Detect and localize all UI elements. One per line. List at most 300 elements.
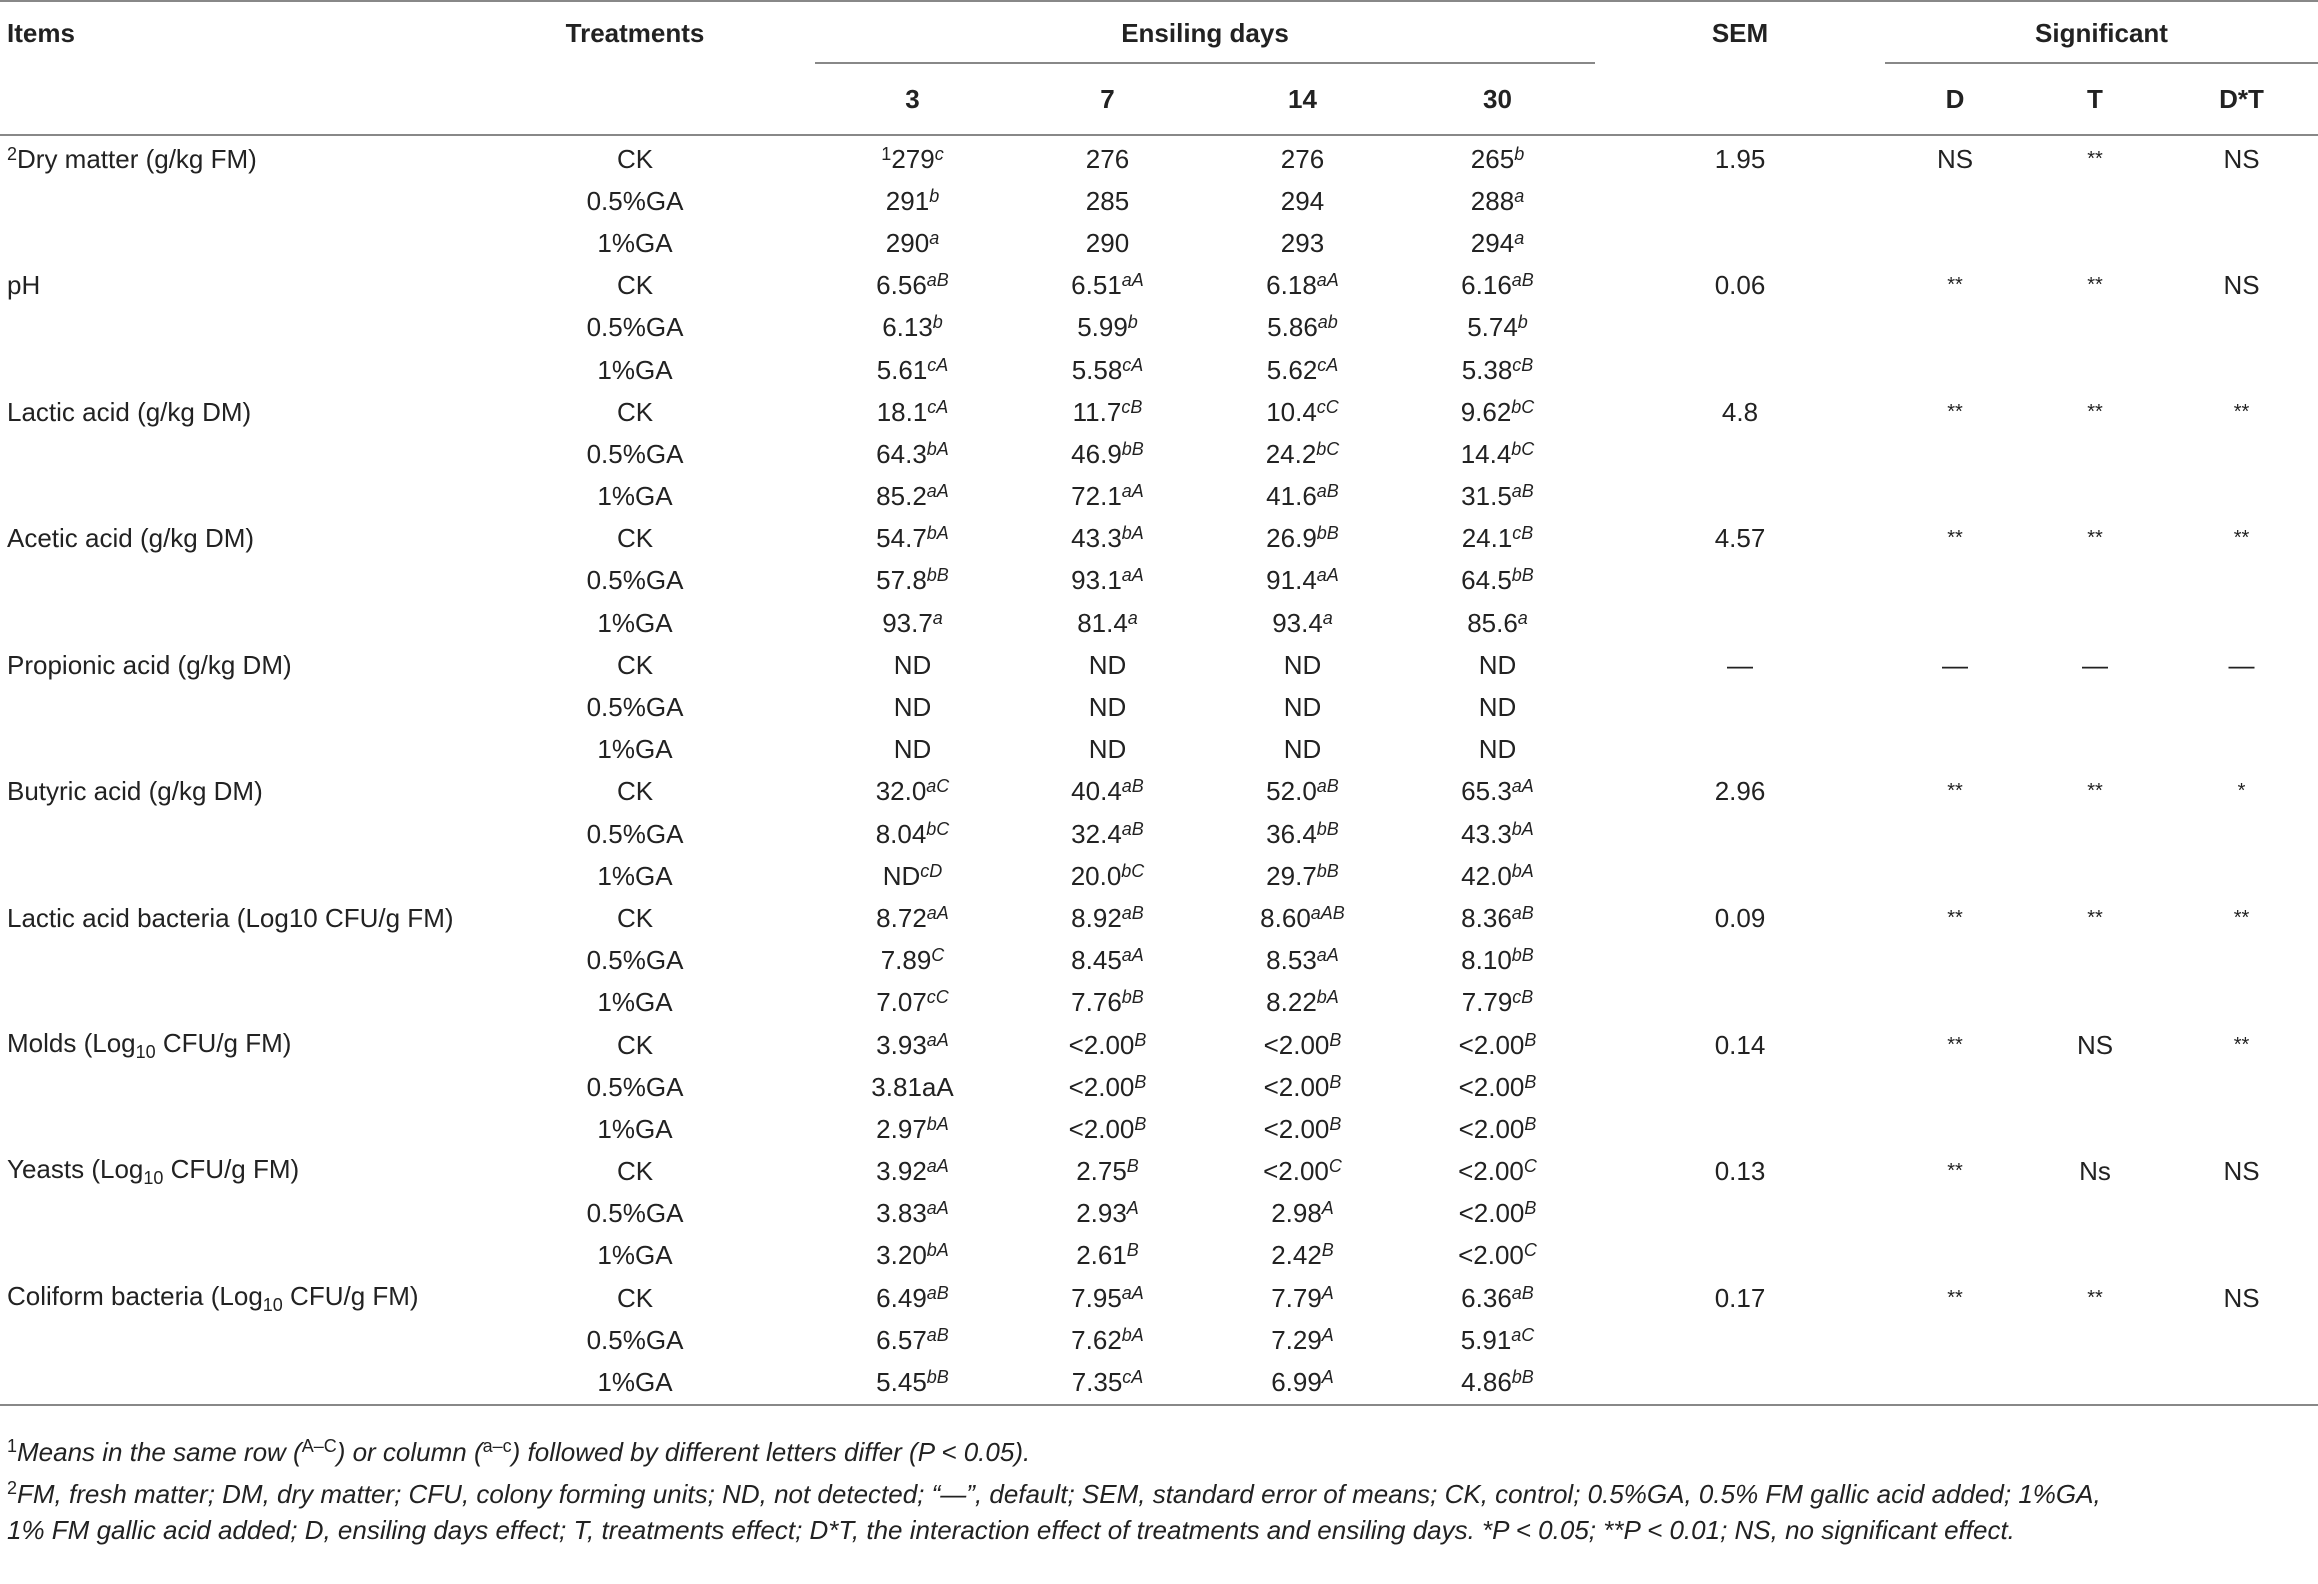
value-number: <2.00 (1458, 1198, 1525, 1229)
treatment-label: 0.5%GA (586, 692, 684, 723)
item-empty (0, 686, 545, 728)
value-cell (1010, 560, 1205, 602)
value-letters: bC (926, 818, 950, 839)
value-number: ND (882, 860, 921, 891)
value-letters: a (929, 227, 940, 248)
value-number: 6.51 (1071, 270, 1122, 301)
value-cell (1400, 307, 1595, 349)
value-letters: bC (1511, 396, 1535, 417)
value-letters: A (1321, 1198, 1334, 1219)
value-cell (1010, 1277, 1205, 1319)
item-empty (0, 349, 545, 391)
treatment-label: 1%GA (597, 354, 673, 385)
value-number: 40.4 (1071, 776, 1122, 807)
value-number: <2.00 (1068, 1113, 1135, 1144)
value-cell (1205, 391, 1400, 433)
treatment-label: 0.5%GA (586, 818, 684, 849)
footnote-2: $^2$FM, fresh matter; DM, dry matter; CFU, colony forming units; ND, not detected; “—”, default; SEM, standard error of means; CK, control; 0.5%GA, 0.5% FM gallic acid added; 1%GA, 1% FM gallic acid added; D, ensiling days effect; T, treatments effect; D*T, the interaction effect of treatments and ensiling days. *P < 0.05; **P < 0.01; NS, no significant effect. (7, 1478, 2101, 1545)
value-letters: aB (1511, 1282, 1534, 1303)
value-cell (1400, 265, 1595, 307)
sig-d-header: D (1945, 83, 1965, 114)
value-letters: bA (926, 1113, 949, 1134)
item-empty (0, 1361, 545, 1404)
value-footnote-mark: 1 (881, 143, 892, 164)
significance-value: Ns (2079, 1156, 2111, 1187)
value-cell (1400, 813, 1595, 855)
value-letters: B (1126, 1240, 1139, 1261)
value-letters: aA (1316, 270, 1339, 291)
value-cell (815, 180, 1010, 222)
value-cell (1010, 771, 1205, 813)
value-number: 276 (1280, 143, 1325, 174)
value-letters: aB (1511, 270, 1534, 291)
value-cell (1010, 307, 1205, 349)
treatment-label: 1%GA (597, 860, 673, 891)
item-empty (0, 1319, 545, 1361)
treatment-label: CK (616, 1029, 654, 1060)
value-number: 7.62 (1071, 1324, 1122, 1355)
table-row (0, 391, 2318, 433)
value-letters: aB (1121, 776, 1144, 797)
value-number: 6.99 (1271, 1367, 1322, 1398)
value-cell (815, 1151, 1010, 1193)
value-number: 6.13 (882, 312, 933, 343)
footnote-1: $^1$Means in the same row ($^{A-C}$) or column ($^{a-c}$) followed by different letters differ (P < 0.05). (7, 1436, 1031, 1467)
items-header: Items (7, 17, 75, 48)
significance-value: ** (2087, 400, 2103, 423)
treatment-label: 1%GA (597, 227, 673, 258)
value-cell (1205, 476, 1400, 518)
value-cell (1010, 180, 1205, 222)
sem-value: 4.8 (1721, 396, 1759, 427)
value-letters: ab (1317, 312, 1338, 333)
value-letters: a (1517, 607, 1528, 628)
value-number: 24.1 (1461, 523, 1513, 554)
value-number: 46.9 (1071, 438, 1122, 469)
significance-value: ** (1947, 1033, 1963, 1056)
value-cell (1205, 1277, 1400, 1319)
significance-value: ** (2233, 906, 2250, 929)
significance-value: ** (2087, 527, 2103, 550)
value-cell (815, 1193, 1010, 1235)
value-cell (815, 855, 1010, 897)
sem-header: SEM (1711, 17, 1769, 48)
significance-value: NS (1936, 143, 1974, 174)
value-cell (1010, 135, 1205, 180)
item-empty (0, 560, 545, 602)
value-letters: aB (1121, 818, 1144, 839)
value-cell (1010, 1108, 1205, 1150)
item-text: Lactic acid bacteria (Log10 CFU/g FM) (7, 902, 454, 933)
treatment-label: CK (616, 776, 654, 807)
value-letters: bA (1511, 818, 1534, 839)
value-cell (1400, 433, 1595, 475)
item-label (0, 391, 545, 433)
value-letters: cC (926, 987, 949, 1008)
treatment-label: CK (616, 396, 654, 427)
table-row (0, 1024, 2318, 1066)
table-row (0, 729, 2318, 771)
value-number: 5.74 (1467, 312, 1518, 343)
value-number: 2.61 (1076, 1240, 1127, 1271)
value-letters: B (1329, 1071, 1342, 1092)
item-subscript: 10 (262, 1294, 283, 1315)
value-number: 64.5 (1461, 565, 1512, 596)
significance-value: ** (1947, 1286, 1963, 1309)
value-number: 3.81aA (871, 1071, 954, 1102)
day-3-header: 3 (905, 83, 920, 114)
value-number: 7.76 (1071, 987, 1122, 1018)
value-cell (1010, 476, 1205, 518)
item-label (0, 518, 545, 560)
item-empty (0, 1235, 545, 1277)
value-letters: B (1134, 1071, 1147, 1092)
value-letters: cB (1512, 354, 1534, 375)
value-cell (1400, 1235, 1595, 1277)
value-number: 41.6 (1266, 481, 1317, 512)
value-letters: aB (1316, 776, 1339, 797)
table-row (0, 307, 2318, 349)
value-cell (1400, 349, 1595, 391)
value-letters: B (1329, 1029, 1342, 1050)
value-cell (1010, 222, 1205, 264)
value-number: ND (1088, 734, 1127, 765)
table-row (0, 1277, 2318, 1319)
significance-value: ** (1947, 274, 1963, 297)
significance-value: ** (2087, 780, 2103, 803)
significance-value: ** (2233, 1033, 2250, 1056)
value-cell (815, 476, 1010, 518)
table-row (0, 1361, 2318, 1404)
header-row-1 (0, 2, 2318, 64)
value-number: 6.49 (876, 1282, 927, 1313)
value-cell (1400, 1319, 1595, 1361)
table-row (0, 433, 2318, 475)
value-cell (1205, 813, 1400, 855)
value-letters: C (1523, 1240, 1537, 1261)
value-cell (1205, 1024, 1400, 1066)
value-cell (1205, 982, 1400, 1024)
item-empty (0, 940, 545, 982)
value-number: 3.92 (876, 1156, 927, 1187)
treatment-label: 0.5%GA (586, 185, 684, 216)
value-letters: B (1134, 1113, 1147, 1134)
value-number: 43.3 (1071, 523, 1122, 554)
value-cell (815, 602, 1010, 644)
value-number: 8.04 (875, 818, 927, 849)
value-cell (815, 518, 1010, 560)
table-row (0, 476, 2318, 518)
significant-header: Significant (1885, 2, 2318, 64)
treatments-header: Treatments (565, 17, 705, 48)
value-number: 8.22 (1266, 987, 1317, 1018)
table-row (0, 135, 2318, 180)
value-number: ND (893, 692, 932, 723)
table-row (0, 1193, 2318, 1235)
item-label (0, 1024, 545, 1066)
value-cell (815, 1066, 1010, 1108)
table-row (0, 1108, 2318, 1150)
significance-value: — (2082, 649, 2108, 680)
table-row (0, 180, 2318, 222)
significance-value: — (2228, 649, 2255, 680)
value-letters: aC (926, 776, 950, 797)
value-number: 265 (1470, 143, 1515, 174)
value-letters: bA (926, 1240, 949, 1261)
value-cell (1205, 1151, 1400, 1193)
value-cell (815, 771, 1010, 813)
item-empty (0, 307, 545, 349)
value-letters: aA (1121, 945, 1144, 966)
table-row (0, 686, 2318, 728)
value-cell (1205, 1235, 1400, 1277)
value-cell (1010, 1151, 1205, 1193)
value-number: 7.29 (1271, 1324, 1322, 1355)
value-cell (1010, 265, 1205, 307)
value-letters: bB (1316, 818, 1339, 839)
value-cell (1400, 644, 1595, 686)
value-number: 57.8 (876, 565, 927, 596)
value-letters: bB (1511, 565, 1534, 586)
significance-value: NS (2076, 1029, 2114, 1060)
value-cell (1400, 855, 1595, 897)
value-number: <2.00 (1263, 1071, 1330, 1102)
item-footnote-mark: 2 (7, 143, 18, 164)
significance-value: ** (1947, 1160, 1963, 1183)
significance-value: ** (2087, 1286, 2103, 1309)
value-number: 8.45 (1071, 945, 1122, 976)
value-number: 5.62 (1266, 354, 1318, 385)
value-letters: bB (1316, 523, 1339, 544)
value-cell (815, 940, 1010, 982)
item-empty (0, 476, 545, 518)
value-number: 7.79 (1271, 1282, 1322, 1313)
value-cell (815, 1277, 1010, 1319)
value-number: 8.60 (1260, 902, 1311, 933)
value-number: 7.95 (1071, 1282, 1122, 1313)
value-number: 3.93 (876, 1029, 927, 1060)
value-cell (815, 1319, 1010, 1361)
value-letters: aA (1121, 1282, 1144, 1303)
value-cell (815, 897, 1010, 939)
table-row (0, 349, 2318, 391)
value-cell (1010, 518, 1205, 560)
value-number: 4.86 (1461, 1367, 1512, 1398)
value-cell (1010, 1024, 1205, 1066)
significance-value: NS (2223, 1282, 2260, 1313)
header-row-2 (0, 64, 2318, 135)
value-letters: bB (926, 565, 949, 586)
significance-value: ** (2087, 906, 2103, 929)
value-cell (1010, 433, 1205, 475)
item-text-tail: CFU/g FM) (282, 1280, 419, 1311)
table-row (0, 897, 2318, 939)
item-label (0, 265, 545, 307)
value-number: 5.61 (876, 354, 928, 385)
value-cell (1010, 602, 1205, 644)
value-cell (1400, 1193, 1595, 1235)
value-number: 7.07 (876, 987, 927, 1018)
value-cell (1205, 1066, 1400, 1108)
treatment-label: CK (616, 902, 654, 933)
item-empty (0, 855, 545, 897)
value-letters: bB (926, 1367, 949, 1388)
value-cell (1205, 307, 1400, 349)
value-letters: aAB (1310, 902, 1345, 923)
value-cell (815, 222, 1010, 264)
value-number: <2.00 (1458, 1071, 1525, 1102)
table-row (0, 602, 2318, 644)
value-letters: bB (1121, 438, 1144, 459)
value-letters: aA (1316, 565, 1339, 586)
value-cell (1010, 1193, 1205, 1235)
value-cell (815, 1361, 1010, 1404)
value-number: ND (893, 649, 932, 680)
value-cell (1010, 391, 1205, 433)
value-letters: bA (1316, 987, 1339, 1008)
value-letters: bB (1121, 987, 1144, 1008)
item-text: Coliform bacteria (Log (7, 1280, 263, 1311)
treatment-label: 0.5%GA (586, 1198, 684, 1229)
value-cell (1205, 1361, 1400, 1404)
value-letters: a (1514, 227, 1525, 248)
significance-value: ** (1947, 400, 1963, 423)
significance-value: ** (1947, 906, 1963, 929)
value-number: 93.7 (882, 607, 933, 638)
value-number: ND (1478, 692, 1517, 723)
value-letters: bB (1511, 945, 1534, 966)
value-letters: aA (926, 1198, 949, 1219)
value-cell (1205, 897, 1400, 939)
value-cell (815, 1108, 1010, 1150)
treatment-label: CK (616, 1156, 654, 1187)
table-row (0, 1319, 2318, 1361)
value-letters: aC (1511, 1324, 1535, 1345)
value-number: <2.00 (1458, 1113, 1525, 1144)
value-number: 5.58 (1071, 354, 1123, 385)
value-number: <2.00 (1458, 1240, 1524, 1271)
value-cell (1010, 644, 1205, 686)
value-number: 29.7 (1266, 860, 1317, 891)
treatment-label: 1%GA (597, 1240, 673, 1271)
value-cell (1010, 729, 1205, 771)
value-number: 291 (885, 185, 930, 216)
ensiling-days-header: Ensiling days (815, 2, 1595, 64)
value-number: 5.86 (1267, 312, 1318, 343)
value-letters: aB (1316, 481, 1339, 502)
value-letters: c (934, 143, 944, 164)
day-30-header: 30 (1483, 83, 1512, 114)
value-number: 32.0 (875, 776, 927, 807)
value-number: 32.4 (1071, 818, 1122, 849)
value-number: 3.20 (876, 1240, 927, 1271)
treatment-label: 0.5%GA (586, 312, 684, 343)
value-number: 7.35 (1071, 1367, 1123, 1398)
value-number: 5.91 (1460, 1324, 1512, 1355)
value-letters: C (1523, 1156, 1537, 1177)
value-cell (1010, 855, 1205, 897)
value-letters: bC (1511, 438, 1535, 459)
item-text: Dry matter (g/kg FM) (17, 143, 257, 174)
value-cell (1400, 1277, 1595, 1319)
value-cell (1205, 729, 1400, 771)
value-letters: B (1524, 1029, 1537, 1050)
item-text: Propionic acid (g/kg DM) (7, 649, 292, 680)
value-number: 5.45 (876, 1367, 927, 1398)
value-letters: bB (1316, 860, 1339, 881)
item-text: Yeasts (Log (7, 1154, 144, 1185)
value-cell (1010, 1361, 1205, 1404)
value-letters: aA (926, 1156, 949, 1177)
value-letters: cD (920, 860, 943, 881)
table-row (0, 813, 2318, 855)
value-cell (1205, 135, 1400, 180)
value-letters: aB (1121, 902, 1144, 923)
value-number: 2.97 (876, 1113, 927, 1144)
value-number: ND (1088, 692, 1127, 723)
value-letters: b (932, 312, 943, 333)
item-label (0, 135, 545, 180)
value-letters: b (929, 185, 940, 206)
value-number: <2.00 (1068, 1071, 1135, 1102)
value-cell (815, 686, 1010, 728)
item-empty (0, 1193, 545, 1235)
value-number: 288 (1470, 185, 1515, 216)
treatment-label: CK (616, 270, 654, 301)
value-letters: aA (926, 902, 949, 923)
value-letters: A (1126, 1198, 1139, 1219)
value-letters: aA (926, 481, 949, 502)
value-cell (1400, 222, 1595, 264)
value-number: ND (893, 734, 932, 765)
item-text: Lactic acid (g/kg DM) (7, 396, 252, 427)
value-letters: a (932, 607, 943, 628)
value-cell (815, 729, 1010, 771)
value-cell (815, 644, 1010, 686)
value-number: 290 (1085, 227, 1130, 258)
sem-value: 0.06 (1714, 270, 1766, 301)
table-row (0, 1235, 2318, 1277)
item-empty (0, 1066, 545, 1108)
value-number: 285 (1085, 185, 1130, 216)
table-row (0, 644, 2318, 686)
significance-value: ** (2087, 274, 2103, 297)
value-letters: A (1321, 1324, 1334, 1345)
item-subscript: 10 (143, 1168, 164, 1189)
value-letters: B (1134, 1029, 1147, 1050)
treatment-label: CK (616, 523, 654, 554)
value-number: 2.93 (1076, 1198, 1127, 1229)
value-cell (1400, 897, 1595, 939)
value-cell (1010, 1235, 1205, 1277)
treatment-label: 1%GA (597, 1113, 673, 1144)
value-letters: cA (1122, 1367, 1144, 1388)
value-letters: B (1524, 1198, 1537, 1219)
value-number: <2.00 (1263, 1113, 1330, 1144)
value-cell (815, 265, 1010, 307)
item-empty (0, 1108, 545, 1150)
value-number: 290 (885, 227, 930, 258)
sem-value: 0.09 (1714, 902, 1766, 933)
value-number: 6.56 (876, 270, 927, 301)
value-number: 3.83 (876, 1198, 927, 1229)
value-number: 72.1 (1071, 481, 1122, 512)
value-letters: bA (1511, 860, 1534, 881)
value-letters: bA (926, 438, 949, 459)
value-number: 20.0 (1070, 860, 1122, 891)
value-letters: cA (927, 396, 949, 417)
item-label (0, 644, 545, 686)
